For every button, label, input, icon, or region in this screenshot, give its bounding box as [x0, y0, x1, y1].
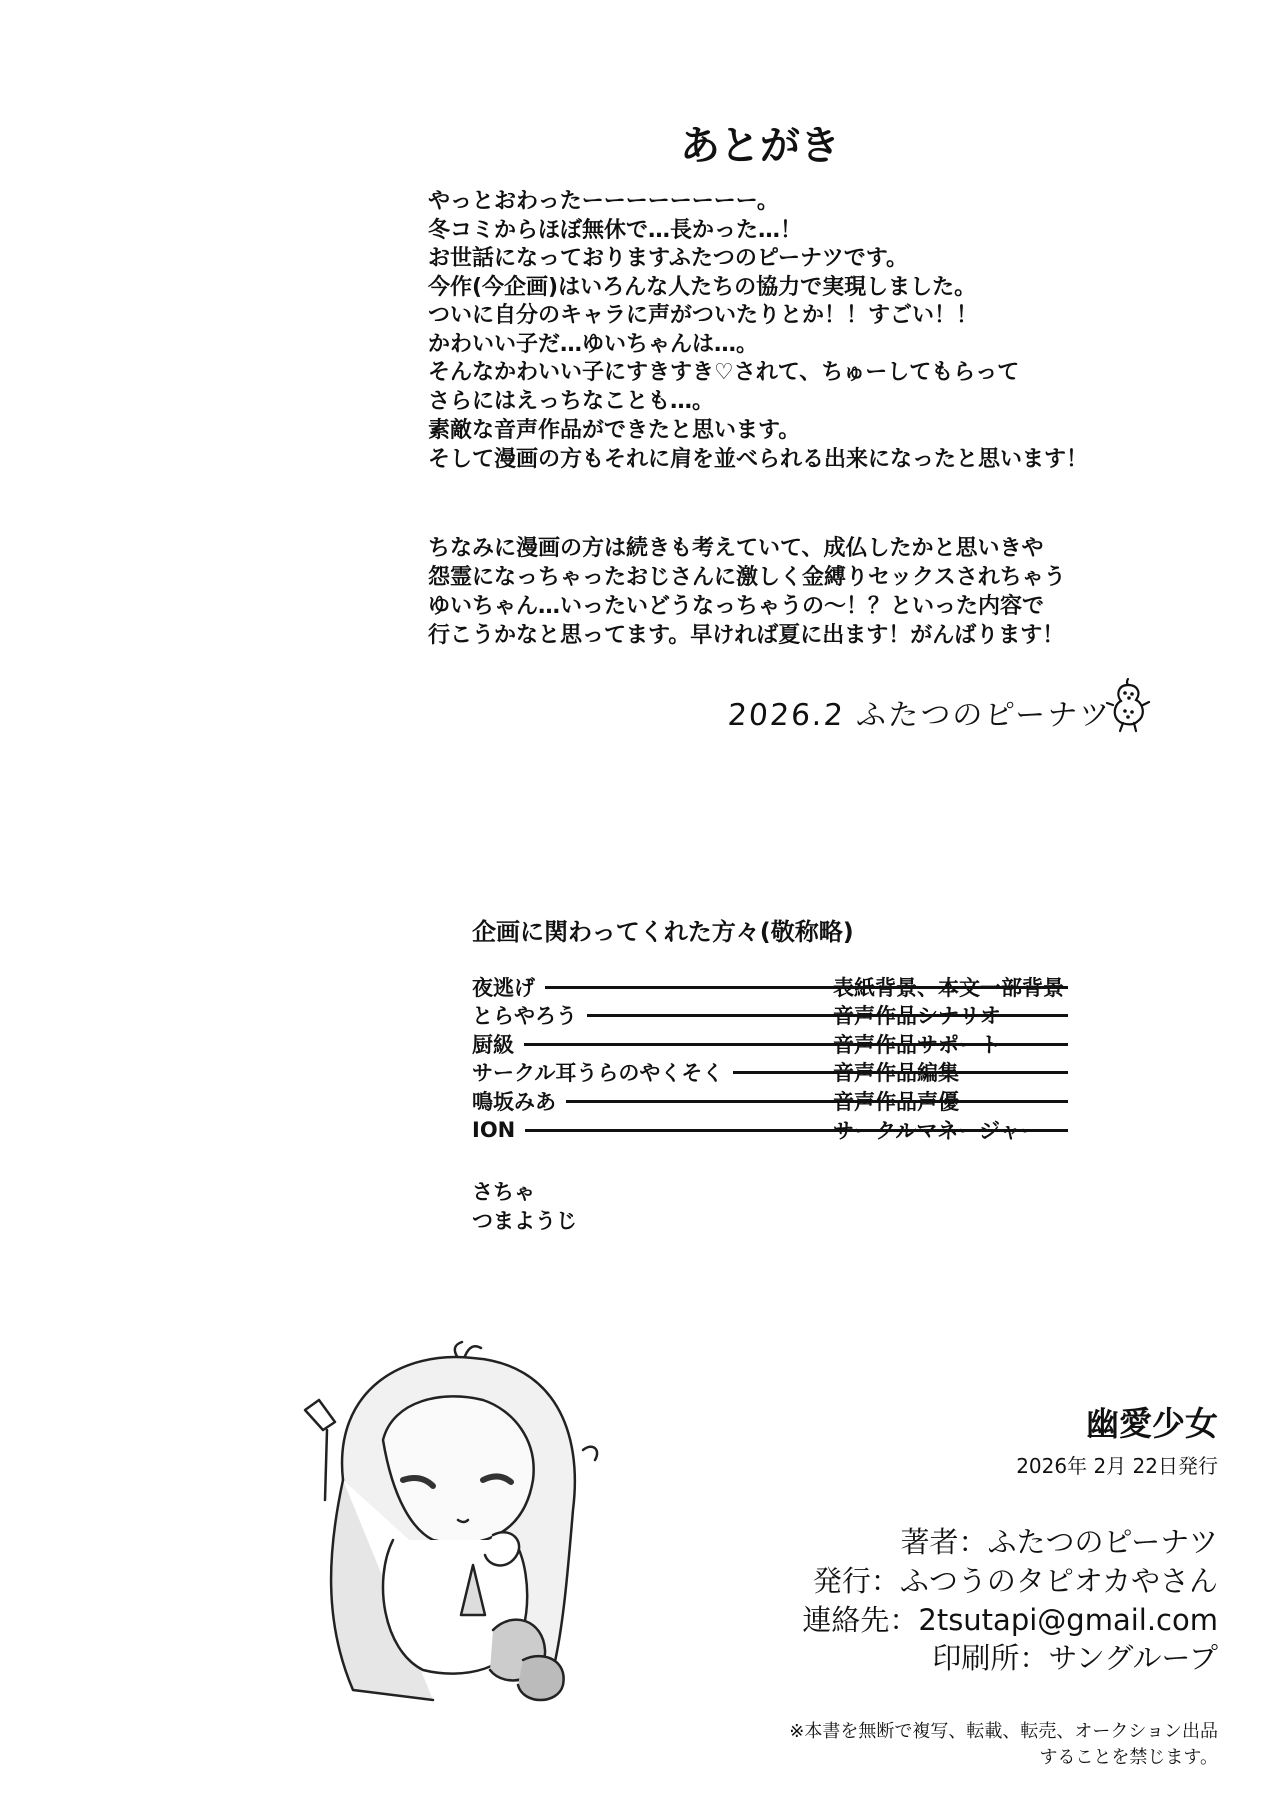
contact-line: 連絡先：2tsutapi@gmail.com [802, 1603, 1218, 1637]
body-line: ついに自分のキャラに声がついたりとか！！すごい！！ [428, 303, 979, 328]
leader-line [566, 1100, 1068, 1103]
copyright-notice: ※本書を無断で複写、転載、転売、オークション出品 [789, 1721, 1218, 1742]
publication-date: 2026年 2月 22日発行 [1016, 1454, 1218, 1478]
book-title: 幽愛少女 [1086, 1404, 1218, 1443]
body-line: 冬コミからほぼ無休で…長かった…！ [428, 218, 803, 243]
body-line: ちなみに漫画の方は続きも考えていて、成仏したかと思いきや [428, 536, 1044, 561]
credit-row [472, 1001, 1078, 1029]
credit-row [472, 973, 1078, 1001]
credit-role: 表紙背景、本文一部背景 [833, 976, 1064, 1000]
credits-title: 企画に関わってくれた方々(敬称略) [472, 918, 854, 946]
body-line: 素敵な音声作品ができたと思います。 [428, 418, 801, 443]
publisher-line: 発行：ふつうのタピオカやさん [812, 1564, 1218, 1598]
body-line: そして漫画の方もそれに肩を並べられる出来になったと思います！ [428, 447, 1089, 472]
chibi-girl-illustration [283, 1330, 653, 1710]
credit-name: サークル耳うらのやくそく [472, 1061, 724, 1085]
printer-line: 印刷所：サングループ [932, 1641, 1218, 1675]
copyright-notice: することを禁じます。 [1039, 1747, 1218, 1768]
body-line: そんなかわいい子にすきすき♡されて、ちゅーしてもらって [428, 360, 1020, 385]
credit-role: 音声作品サポート [833, 1033, 1001, 1057]
body-line: 行こうかなと思ってます。早ければ夏に出ます！がんばります！ [428, 623, 1065, 648]
credit-row [472, 1087, 1078, 1115]
credit-extra-name: つまようじ [472, 1209, 577, 1233]
author-line: 著者：ふたつのピーナツ [900, 1525, 1218, 1559]
credit-row [472, 1116, 1078, 1144]
credit-extra-name: さちゃ [472, 1180, 535, 1204]
credit-name: 厨級 [472, 1033, 514, 1057]
credit-role: サークルマネージャー [833, 1119, 1042, 1143]
credit-row [472, 1058, 1078, 1086]
credit-role: 音声作品シナリオ [833, 1004, 1001, 1028]
peanut-mascot-icon [1103, 675, 1153, 737]
body-line: さらにはえっちなことも…。 [428, 389, 715, 414]
credit-row [472, 1030, 1078, 1058]
credit-role: 音声作品編集 [833, 1061, 959, 1085]
body-line: 怨霊になっちゃったおじさんに激しく金縛りセックスされちゃう [428, 565, 1066, 590]
credit-role: 音声作品声優 [833, 1090, 959, 1114]
credit-name: ION [472, 1118, 516, 1142]
afterword-title: あとがき [680, 123, 840, 169]
body-line: 今作(今企画)はいろんな人たちの協力で実現しました。 [428, 275, 977, 300]
credit-name: 鳴坂みあ [472, 1090, 556, 1114]
body-line: お世話になっておりますふたつのピーナツです。 [428, 246, 909, 271]
body-line: ゆいちゃん…いったいどうなっちゃうの～！？といった内容で [428, 594, 1045, 619]
body-line: やっとおわったーーーーーーーー。 [428, 189, 779, 214]
handwritten-signature: 2026.2 ふたつのピーナツ [726, 698, 1112, 733]
body-line: かわいい子だ…ゆいちゃんは…。 [428, 332, 759, 357]
credit-name: とらやろう [472, 1004, 577, 1028]
credit-name: 夜逃げ [472, 976, 535, 1000]
